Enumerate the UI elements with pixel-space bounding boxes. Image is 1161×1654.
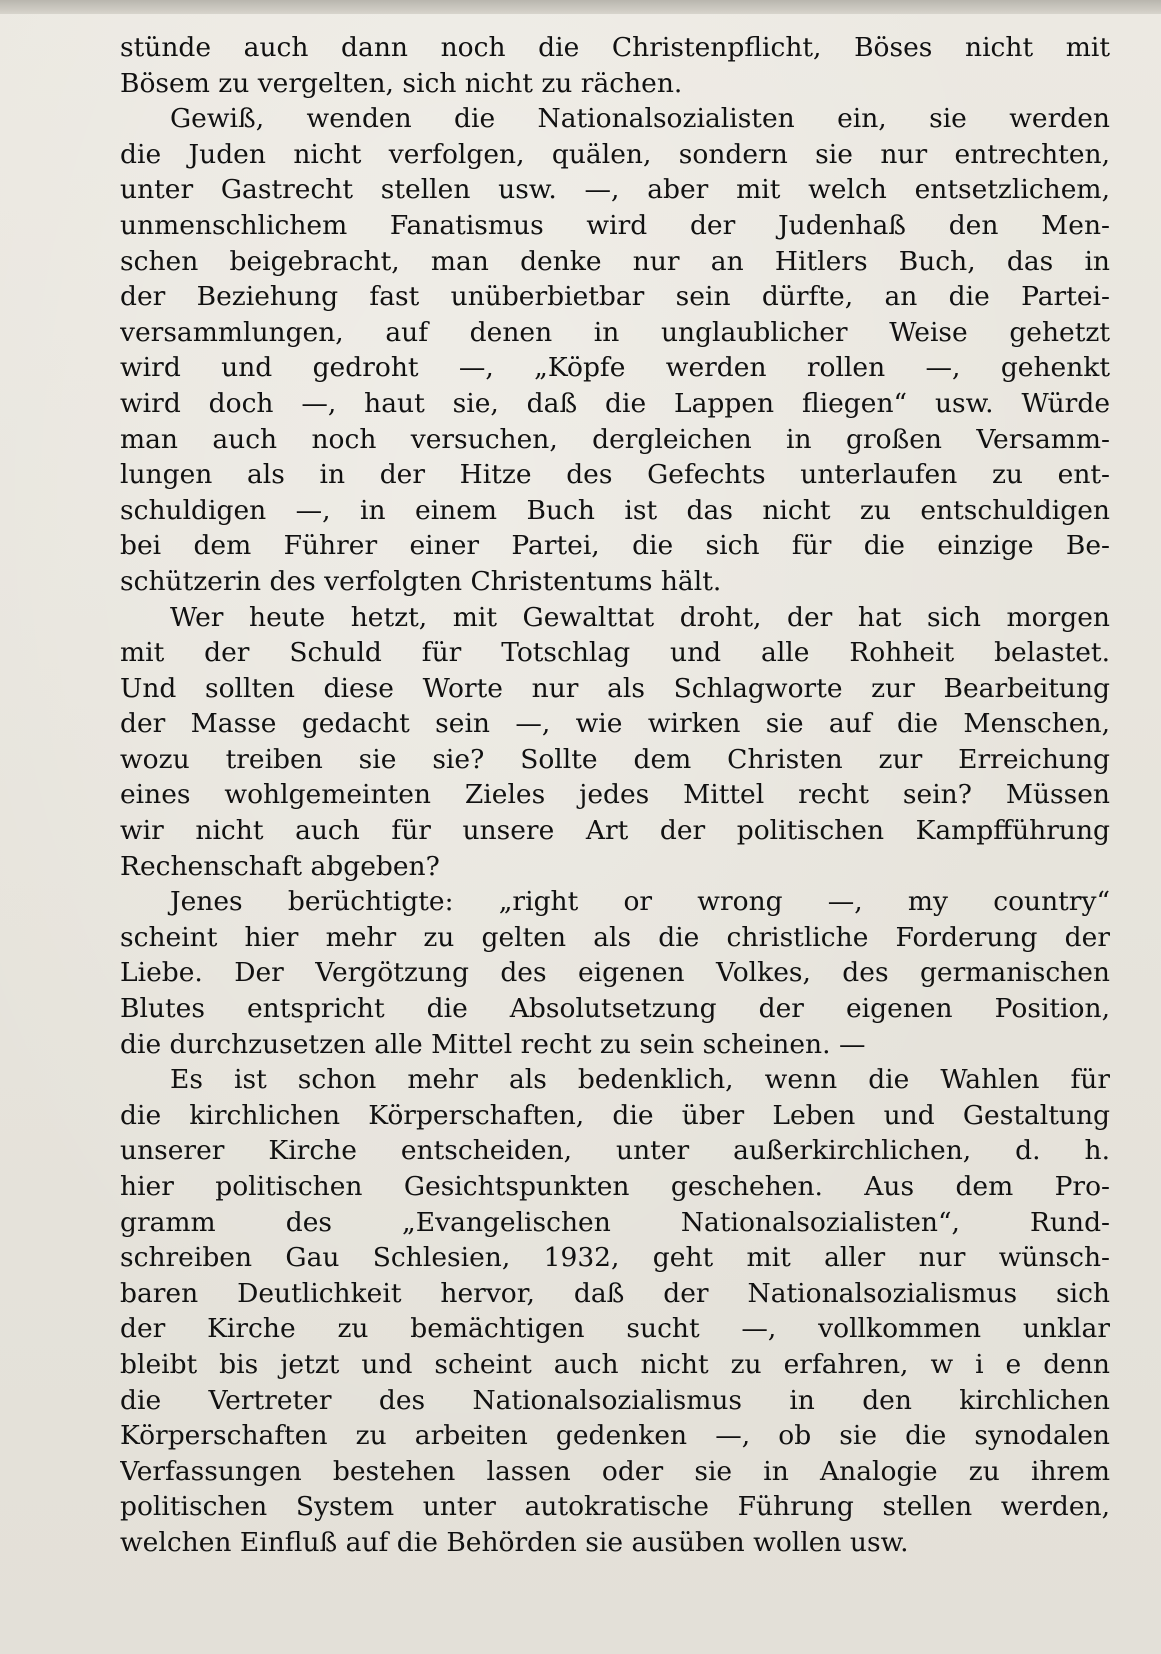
text-line: Bösem zu vergelten, sich nicht zu rächen.	[120, 67, 683, 99]
text-line: politischen System unter autokratische Führung stellen werden,	[120, 1491, 1110, 1523]
text-line: die kirchlichen Körperschaften, die über Leben und Gestaltung	[120, 1099, 1110, 1131]
text-line: lungen als in der Hitze des Gefechts unterlaufen zu ent-	[120, 459, 1110, 491]
text-line: schuldigen —, in einem Buch ist das nicht zu entschuldigen	[120, 494, 1110, 526]
text-line: stünde auch dann noch die Christenpflicht, Böses nicht mit	[120, 32, 1110, 63]
text-line: Verfassungen bestehen lassen oder sie in Analogie zu ihrem	[120, 1455, 1110, 1487]
running-header-strip	[0, 0, 1161, 14]
text-line: gramm des „Evangelischen Nationalsozialisten“, Rund-	[120, 1206, 1110, 1238]
text-line: Körperschaften zu arbeiten gedenken —, ob sie die synodalen	[120, 1420, 1110, 1452]
text-line: schen beigebracht, man denke nur an Hitlers Buch, das in	[120, 245, 1110, 277]
text-line: unserer Kirche entscheiden, unter außerkirchlichen, d. h.	[120, 1135, 1110, 1167]
text-line: Wer heute hetzt, mit Gewalttat droht, der hat sich morgen	[170, 601, 1110, 633]
text-line: wird und gedroht —, „Köpfe werden rollen —, gehenkt	[120, 352, 1110, 384]
text-line: welchen Einfluß auf die Behörden sie ausüben wollen usw.	[120, 1526, 909, 1558]
text-line: Jenes berüchtigte: „right or wrong —, my country“	[170, 886, 1110, 918]
text-line: wird doch —, haut sie, daß die Lappen fliegen“ usw. Würde	[120, 387, 1110, 419]
text-line: scheint hier mehr zu gelten als die christliche Forderung der	[120, 921, 1110, 953]
text-line: Rechenschaft abgeben?	[120, 850, 440, 882]
text-line: Blutes entspricht die Absolutsetzung der eigenen Position,	[120, 993, 1110, 1025]
text-line: die durchzusetzen alle Mittel recht zu sein scheinen. —	[120, 1028, 866, 1060]
text-line: wir nicht auch für unsere Art der politischen Kampfführung	[120, 815, 1110, 847]
text-line: Gewiß, wenden die Nationalsozialisten ein, sie werden	[170, 103, 1110, 135]
text-line: der Beziehung fast unüberbietbar sein dürfte, an die Partei-	[120, 281, 1110, 313]
text-line: schützerin des verfolgten Christentums hält.	[120, 565, 722, 597]
text-line: der Masse gedacht sein —, wie wirken sie auf die Menschen,	[120, 708, 1110, 740]
text-line: die Juden nicht verfolgen, quälen, sondern sie nur entrechten,	[120, 138, 1110, 170]
text-line: Liebe. Der Vergötzung des eigenen Volkes, des germanischen	[120, 957, 1110, 989]
text-line: man auch noch versuchen, dergleichen in großen Versamm-	[120, 423, 1110, 455]
text-line: bei dem Führer einer Partei, die sich für die einzige Be-	[120, 530, 1110, 562]
text-line: wozu treiben sie sie? Sollte dem Christen zur Erreichung	[120, 743, 1110, 775]
text-line: Und sollten diese Worte nur als Schlagworte zur Bearbeitung	[120, 672, 1110, 704]
text-line: unmenschlichem Fanatismus wird der Judenhaß den Men-	[120, 209, 1110, 241]
text-line: versammlungen, auf denen in unglaublicher Weise gehetzt	[120, 316, 1110, 348]
text-line: eines wohlgemeinten Zieles jedes Mittel recht sein? Müssen	[120, 779, 1110, 811]
text-line: baren Deutlichkeit hervor, daß der Nationalsozialismus sich	[120, 1277, 1110, 1309]
text-line: schreiben Gau Schlesien, 1932, geht mit aller nur wünsch-	[120, 1242, 1110, 1274]
text-line: unter Gastrecht stellen usw. —, aber mit welch entsetzlichem,	[120, 174, 1110, 206]
text-line: hier politischen Gesichtspunkten geschehen. Aus dem Pro-	[120, 1171, 1110, 1202]
text-line: mit der Schuld für Totschlag und alle Rohheit belastet.	[120, 637, 1110, 669]
text-line: der Kirche zu bemächtigen sucht —, vollkommen unklar	[120, 1313, 1110, 1345]
body-text	[120, 30, 1110, 1561]
text-line: die Vertreter des Nationalsozialismus in den kirchlichen	[120, 1384, 1110, 1416]
text-line: Es ist schon mehr als bedenklich, wenn die Wahlen für	[170, 1064, 1110, 1096]
text-line: bleibt bis jetzt und scheint auch nicht zu erfahren, w i e denn	[120, 1348, 1110, 1380]
